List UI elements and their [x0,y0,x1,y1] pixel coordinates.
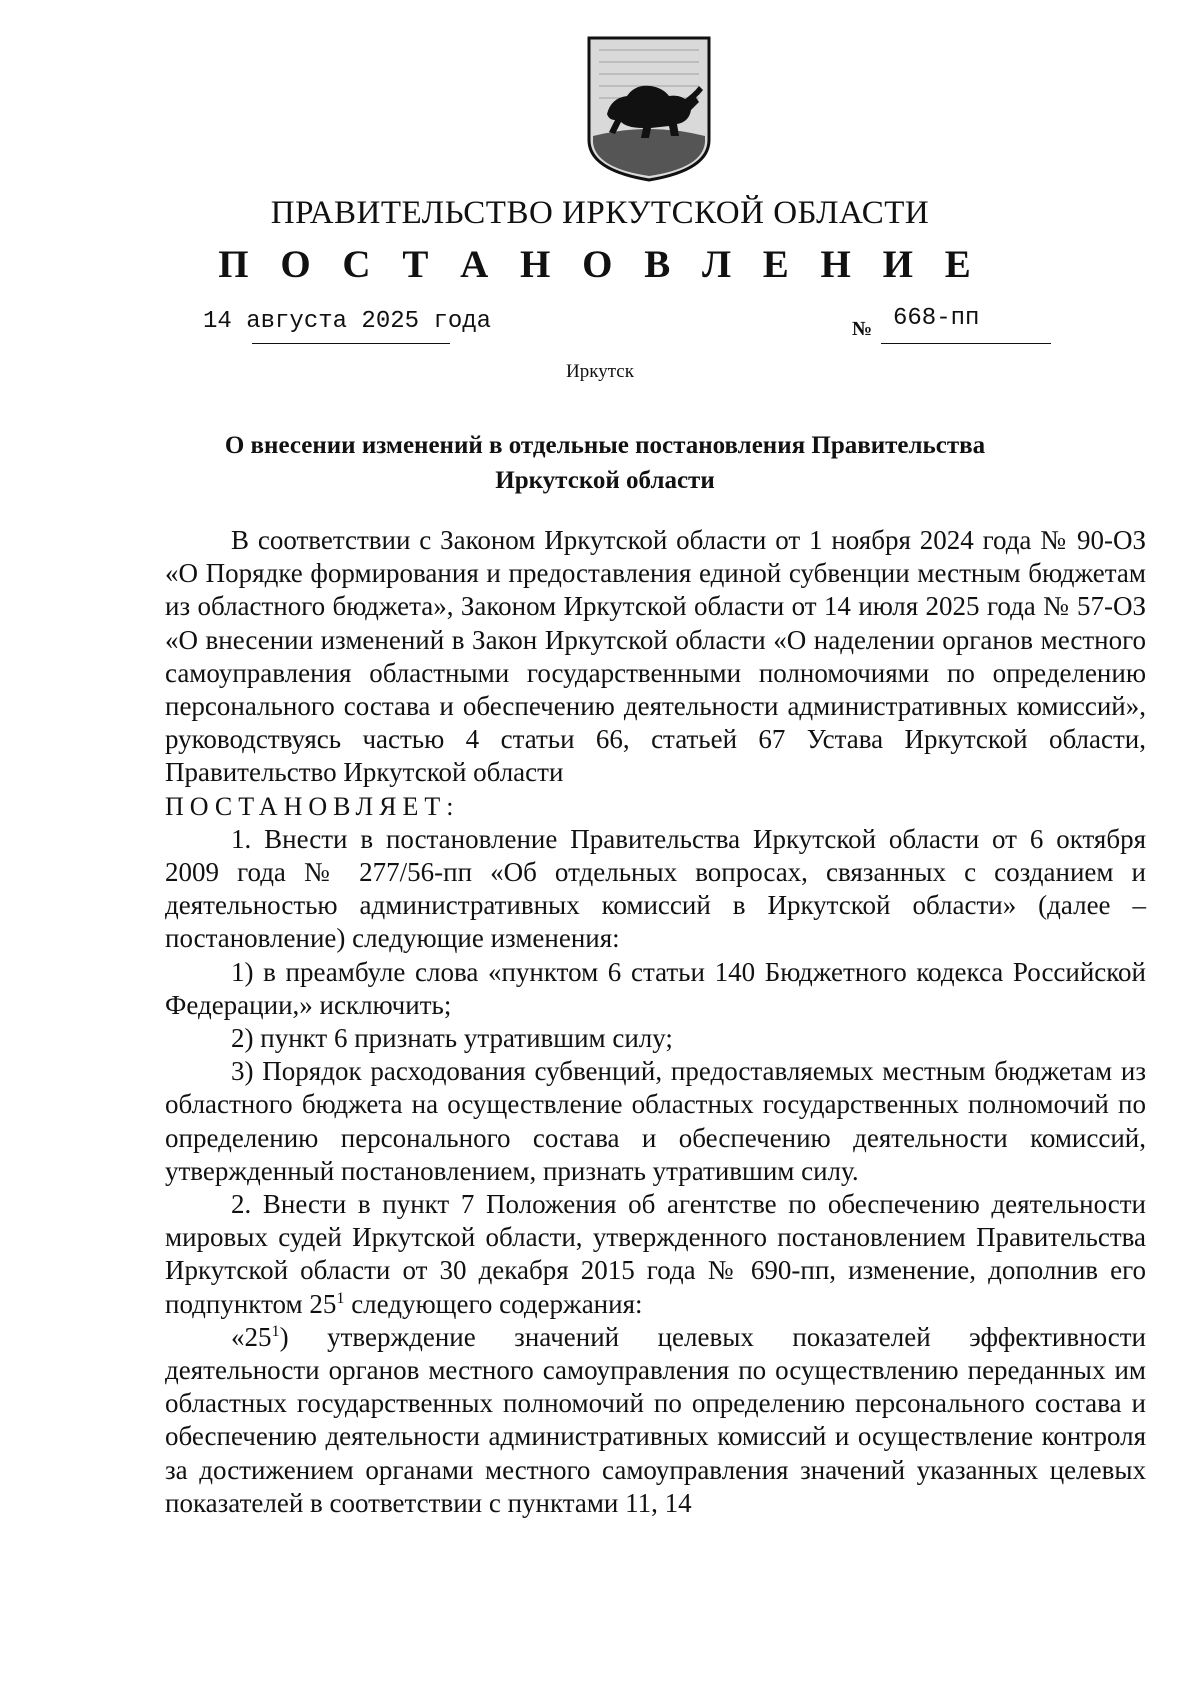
quote-start: «25 [231,1321,272,1352]
item-1-paragraph: 1. Внести в постановление Правительства Иркутской области от 6 октября 2009 года № 277/56-пп «Об отдельных вопросах, связанных с созданием и деятельностью административных комиссий в Иркутской области» (далее – постановление) следующие изменения: [165,823,1146,954]
city-name: Иркутск [566,361,634,382]
item-2-paragraph [165,1188,1146,1321]
item-2-text-end: следующего содержания: [344,1288,643,1319]
decree-body [165,524,1146,1520]
item-2-superscript: 1 [336,1288,345,1307]
preamble-paragraph: В соответствии с Законом Иркутской области от 1 ноября 2024 года № 90-ОЗ «О Порядке формирования и предоставления единой субвенции местным бюджетам из областного бюджета», Законом Иркутской области от 14 июля 2025 года № 57-ОЗ «О внесении изменений в Закон Иркутской области «О наделении органов местного самоуправления областными государственными полномочиями по определению персонального состава и обеспечению деятельности административных комиссий», руководствуясь частью 4 статьи 66, статьей 67 Устава Иркутской области, Правительство Иркутской области [165,525,1146,788]
coat-of-arms-emblem [585,36,713,182]
number-underline [881,343,1051,344]
item-2-text: 2. Внести в пункт 7 Положения об агентстве по обеспечению деятельности мировых судей Иркутской области, утвержденного постановлением Правительства Иркутской области от 30 декабря 2015 года № 690-пп, изменение, дополнив его подпунктом 25 [165,1189,1146,1319]
decree-title: П О С Т А Н О В Л Е Н И Е [218,243,982,286]
quote-superscript: 1 [271,1321,280,1340]
decree-number: 668-пп [893,305,980,332]
resolves-heading: ПОСТАНОВЛЯЕТ: [165,791,460,821]
decree-date: 14 августа 2025 года [203,308,492,335]
item-1-1-paragraph: 1) в преамбуле слова «пунктом 6 статьи 140 Бюджетного кодекса Российской Федерации,» исключить; [165,956,1146,1020]
quote-text: ) утверждение значений целевых показателей эффективности деятельности органов местного самоуправления по осуществлению переданных им областных государственных полномочий по определению персонального состава и обеспечению деятельности административных комиссий и осуществление контроля за достижением органами местного самоуправления значений указанных целевых показателей в соответствии с пунктами 11, 14 [165,1321,1146,1518]
government-title: ПРАВИТЕЛЬСТВО ИРКУТСКОЙ ОБЛАСТИ [270,195,930,231]
quoted-subitem-paragraph [165,1321,1146,1520]
item-1-3-paragraph: 3) Порядок расходования субвенций, предоставляемых местным бюджетам из областного бюджета на осуществление областных государственных полномочий по определению персонального состава и обеспечению деятельности комиссий, утвержденный постановлением, признать утратившим силу. [165,1056,1146,1186]
decree-subject: О внесении изменений в отдельные постановления Правительства Иркутской области [224,432,986,494]
number-sign: № [852,318,873,340]
item-1-2-paragraph: 2) пункт 6 признать утратившим силу; [231,1023,673,1054]
date-underline [252,343,450,344]
